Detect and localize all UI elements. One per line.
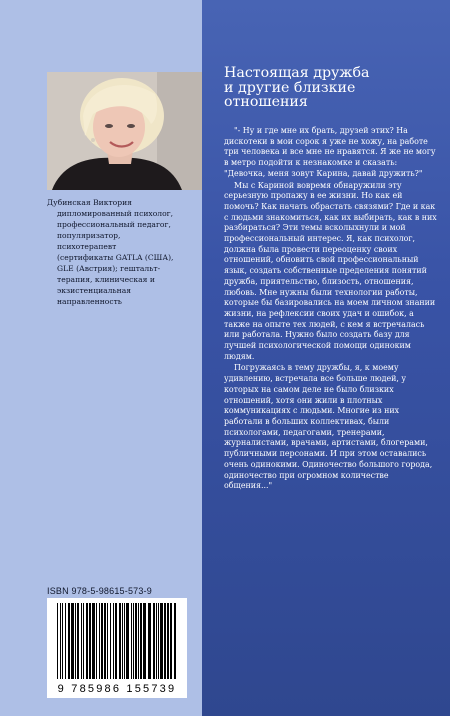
author-bio-line: экзистенциальная bbox=[57, 286, 132, 295]
barcode-bar bbox=[115, 603, 117, 679]
barcode-bar bbox=[148, 603, 151, 679]
annotation-text bbox=[224, 126, 438, 493]
barcode-bar bbox=[60, 603, 61, 679]
barcode-bar bbox=[107, 603, 108, 679]
barcode-bar bbox=[135, 603, 137, 679]
barcode-bar bbox=[170, 603, 172, 679]
barcode-bar bbox=[138, 603, 139, 679]
barcode-bar bbox=[68, 603, 70, 679]
barcode-bar bbox=[65, 603, 66, 679]
isbn-label: ISBN 978-5-98615-573-9 bbox=[47, 586, 152, 596]
barcode-bar bbox=[122, 603, 123, 679]
barcode-bar bbox=[86, 603, 88, 679]
barcode-bar bbox=[57, 603, 58, 679]
barcode-bar bbox=[158, 603, 159, 679]
barcode-bar bbox=[92, 603, 95, 679]
barcode-bar bbox=[71, 603, 74, 679]
barcode-digits: 9 785986 155739 bbox=[57, 683, 177, 695]
barcode-bar bbox=[167, 603, 169, 679]
barcode-bar bbox=[140, 603, 142, 679]
author-bio-line: направленность bbox=[57, 297, 122, 306]
barcode-bar bbox=[119, 603, 121, 679]
barcode-bar bbox=[77, 603, 79, 679]
barcode-bar bbox=[113, 603, 114, 679]
barcode-bar bbox=[62, 603, 63, 679]
barcode-bar bbox=[160, 603, 163, 679]
barcode-bar bbox=[75, 603, 76, 679]
barcode-bar bbox=[143, 603, 146, 679]
author-bio-line: психотерапевт bbox=[57, 242, 117, 251]
author-bio bbox=[57, 208, 197, 307]
book-title: Настоящая дружба и другие близкие отношения bbox=[224, 65, 370, 110]
barcode-bar bbox=[164, 603, 166, 679]
author-bio-line: популяризатор, bbox=[57, 231, 121, 240]
barcode-bar bbox=[126, 603, 129, 679]
barcode-bar bbox=[99, 603, 100, 679]
annotation-paragraph: "- Ну и где мне их брать, друзей этих? На дискотеки в мои сорок я уже не хожу, на работе три человека и все мне не нравятся. Я же не могу в метро подойти к незнакомке и сказать: "Девочка, меня зовут Карина, давай дружить?" bbox=[224, 126, 436, 178]
annotation-paragraph: Погружаясь в тему дружбы, я, к моему удивлению, встречала все больше людей, у которых на самом деле не было близких отношений, хотя они жили в плотных коммуникациях с людьми. Многие из них работали в больших коллективах, были психологами, педагогами, тренерами, журналистами, врачами, артистами, блогерами, публичными персонами. И при этом оставались очень одинокими. Одиночество большого города, одиночество при огромном количестве общения..." bbox=[224, 363, 433, 491]
author-info bbox=[47, 197, 197, 307]
author-name: Дубинская Виктория bbox=[47, 198, 132, 207]
barcode-bar bbox=[131, 603, 132, 679]
barcode-bar bbox=[110, 603, 111, 679]
author-portrait-image bbox=[47, 72, 202, 190]
barcode-bar bbox=[156, 603, 157, 679]
barcode-bar bbox=[104, 603, 106, 679]
barcode-bar bbox=[101, 603, 103, 679]
author-bio-line: профессиональный педагог, bbox=[57, 220, 171, 229]
author-bio-line: терапия, клиническая и bbox=[57, 275, 155, 284]
barcode-bar bbox=[81, 603, 82, 679]
barcode bbox=[47, 598, 187, 698]
author-photo bbox=[47, 72, 202, 190]
author-bio-line: GLE (Австрия); гештальт- bbox=[57, 264, 161, 273]
annotation-paragraph: Мы с Кариной вовремя обнаружили эту серьезную пропажу в ее жизни. Но как ей помочь? Как начать обрастать связями? Где и как с людьми знакомиться, как их выбирать, как в них разбираться? Эти темы всколыхнули и мой профессиональный интерес. Я, как психолог, должна была провести переоценку своих отношений, обновить свой профессиональный язык, создать собственные пределения понятий дружба, приятельство, близость, отношения, любовь. Мне нужны были технологии работы, которые бы базировались на моем личном знании жизни, на рефлексии своих удач и ошибок, а также на опыте тех людей, с кем я встречалась или работала. Нужно было создать базу для лучшей психологической помощи одиноким людям. bbox=[224, 180, 437, 361]
barcode-bar bbox=[89, 603, 91, 679]
author-bio-line: дипломированный психолог, bbox=[57, 209, 174, 218]
barcode-bar bbox=[83, 603, 84, 679]
barcode-bars bbox=[55, 603, 179, 683]
barcode-bar bbox=[153, 603, 155, 679]
barcode-bar bbox=[133, 603, 134, 679]
author-bio-line: (сертификаты GATLA (США), bbox=[57, 253, 174, 262]
barcode-bar bbox=[96, 603, 97, 679]
barcode-bar bbox=[174, 603, 176, 679]
barcode-bar bbox=[124, 603, 125, 679]
